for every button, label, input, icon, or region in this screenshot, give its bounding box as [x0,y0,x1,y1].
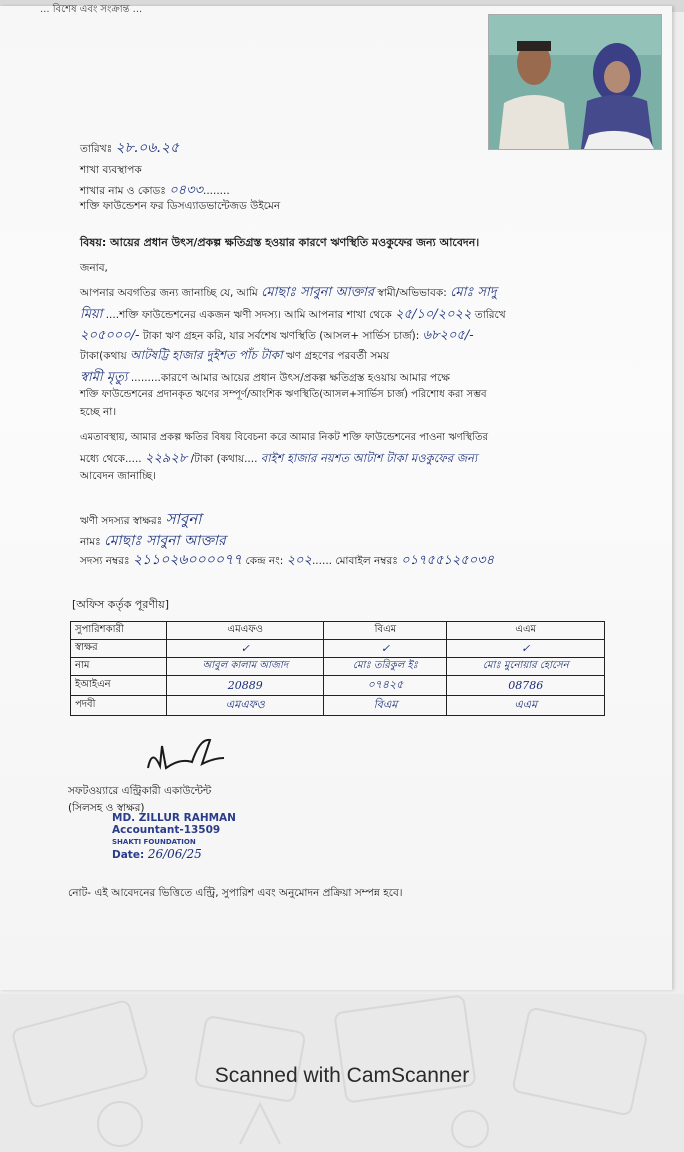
row-label: ইআইএন [71,676,167,696]
waive-words-hand: বাইশ হাজার নয়শত আটাশ টাকা মওকুফের জন্য [260,451,478,465]
office-table [70,621,605,716]
row-label: নাম [71,658,167,676]
body1-line-6: শক্তি ফাউন্ডেশনের প্রদানকৃত ঋণের সম্পূর্ণ/আংশিক ঋণস্থিতি(আসল+সার্ভিস চার্জ) পরিশোধ করা সম্ভব [80,389,487,400]
member-name-label: নামঃ [80,536,101,548]
body1-text-3: শক্তি ফাউন্ডেশনের একজন ঋণী সদস্য। আমি আপনার শাখা থেকে [119,309,392,321]
designation-cell: বিএম [324,696,447,716]
table-header-cell: এমএফও [167,622,324,640]
guardian-hand: মোঃ সাদু [450,285,497,300]
body1-line-4 [80,347,389,367]
member-signature-hand: সাবুনা [165,510,202,528]
ein-cell: 08786 [447,676,605,696]
subject-line: বিষয়: আয়ের প্রধান উৎস/প্রকল্প ক্ষতিগ্রস্ত হওয়ার কারণে ঋণস্থিতি মওকুফের জন্য আবেদন। [80,236,480,249]
applicant-name-hand: মোছাঃ সাবুনা আক্তার [261,285,375,300]
signature-cell: ✓ [324,640,447,658]
body1-text-5: টাকা ঋণ গ্রহন করি, যার সর্বশেষ ঋণস্থিতি (আসল+ সার্ভিস চার্জ): [142,330,420,342]
guardian2-hand: মিয়া [80,307,103,322]
branch-value: ০৪৩৩ [169,183,203,198]
camscanner-footer [0,994,684,1152]
body1-text-2: স্বামী/অভিভাবক: [377,287,447,299]
table-header-cell: এএম [447,622,605,640]
body1-text-8: কারণে আমার আয়ের প্রধান উৎস/প্রকল্প ক্ষতিগ্রস্ত হওয়ায় আমার পক্ষে [160,372,450,384]
body1-line-7: হচ্ছে না। [80,406,117,418]
designation-cell: এএম [447,696,605,716]
loan-amount-hand: ২০৫০০০/- [80,328,140,343]
designation-cell: এমএফও [167,696,324,716]
signature-cell: ✓ [167,640,324,658]
body2-line-1: এমতাবস্থায়, আমার প্রকল্প ক্ষতির বিষয় বিবেচনা করে আমার নিকট শক্তি ফাউন্ডেশনের পাওনা ঋণস্থিতির [80,432,489,443]
table-header-cell: সুপারিশকারী [71,622,167,640]
date-label: তারিখঃ [80,143,113,155]
body2-text-3: /টাকা (কথায় [190,453,245,465]
member-photo [488,14,662,150]
body1-line-3 [80,326,474,347]
member-sig-label: ঋণী সদস্যর স্বাক্ষরঃ [80,515,163,527]
accountant-label-1: সফটওয়্যারে এন্ট্রিকারী একাউন্টেন্ট [68,785,212,797]
ein-cell: ০৭৪২৫ [324,676,447,696]
date-line [80,136,179,160]
balance-hand: ৬৮২০৫/- [422,328,474,343]
accountant-stamp [112,812,236,861]
name-cell: আবুল কালাম আজাদ [167,658,324,676]
member-id-hand: ২১১০২৬০০০০৭৭ [132,552,243,568]
member-name-hand: মোছাঃ সাবুনা আক্তার [104,533,226,549]
body2-text-2: মধ্যে থেকে [80,453,125,465]
stamp-name: MD. ZILLUR RAHMAN [112,812,236,824]
body1-text-4: তারিখে [474,309,506,321]
waive-amount-hand: ২২৯২৮ [145,451,188,466]
name-cell: মোঃ তরিকুল ইঃ [324,658,447,676]
recipient-line-3: শক্তি ফাউন্ডেশন ফর ডিসএ্যাডভান্টেজড উইমেন [80,200,281,212]
branch-label: শাখার নাম ও কোডঃ [80,185,166,197]
center-hand: ২০২ [286,553,312,568]
table-row [71,676,605,696]
mobile-hand: ০১৭৫৫১২৫০৩৪ [401,553,495,568]
stamp-date-label: Date: [112,849,145,861]
body1-line-1 [80,283,497,304]
member-id-line: সদস্য নম্বরঃ ২১১০২৬০০০০৭৭ কেন্দ্র নং: ২০২...... মোবাইল নম্বরঃ ০১৭৫৫১২৫০৩৪ [80,552,495,568]
body2-line-3: আবেদন জানাচ্ছি। [80,470,156,482]
body1-text-6: টাকা(কথায় [80,350,127,362]
stamp-org: SHAKTI FOUNDATION [112,838,196,846]
office-table-header [71,622,605,640]
row-label: স্বাক্ষর [71,640,167,658]
camscanner-watermark: Scanned with CamScanner [214,1064,470,1087]
ein-cell: 20889 [167,676,324,696]
body1-text-7: ঋণ গ্রহণের পরবর্তী সময় [286,350,390,362]
salutation: জনাব, [80,262,108,274]
footer-note: নোট- এই আবেদনের ভিত্তিতে এন্ট্রি, সুপারিশ এবং অনুমোদন প্রক্রিয়া সম্পন্ন হবে। [68,887,403,899]
center-label: কেন্দ্র নং: [245,555,284,567]
row-label: পদবী [71,696,167,716]
member-id-label: সদস্য নম্বরঃ [80,555,130,567]
table-row [71,640,605,658]
top-cropped-text: ... বিশেষ এবং সংক্রান্ত ... [40,4,143,15]
accountant-label-2: (সিলসহ ও স্বাক্ষর) [68,802,145,814]
reason-hand: স্বামী মৃত্যু [80,370,128,385]
balance-words-hand: আটষট্টি হাজার দুইশত পাঁচ টাকা [129,348,283,362]
name-cell: মোঃ মুনোয়ার হোসেন [447,658,605,676]
body1-line-5: স্বামী মৃত্যু .........কারণে আমার আয়ের প্রধান উৎস/প্রকল্প ক্ষতিগ্রস্ত হওয়ায় আমার পক্ষে [80,370,450,385]
table-row [71,658,605,676]
scanned-document [0,6,672,990]
stamp-date-value: 26/06/25 [147,847,202,861]
date-value: ২৮.০৬.২৫ [115,140,180,156]
recipient-line-1: শাখা ব্যবস্থাপক [80,164,142,176]
accountant-signature [140,728,230,778]
office-section-title: [অফিস কর্তৃক পূরণীয়] [72,598,169,611]
recipient-branch-line: শাখার নাম ও কোডঃ ০৪৩৩........ [80,183,230,198]
body2-line-2: মধ্যে থেকে..... ২২৯২৮ /টাকা (কথায়.... বাইশ হাজার নয়শত আটাশ টাকা মওকুফের জন্য [80,451,478,466]
body1-line-2: মিয়া ....শক্তি ফাউন্ডেশনের একজন ঋণী সদস্য। আমি আপনার শাখা থেকে ২৫/১০/২০২২ তারিখে [80,307,506,322]
mobile-label: মোবাইল নম্বরঃ [335,555,398,567]
signature-cell: ✓ [447,640,605,658]
table-header-cell: বিএম [324,622,447,640]
stamp-title: Accountant-13509 [112,824,221,836]
table-row [71,696,605,716]
body1-text-1: আপনার অবগতির জন্য জানাচ্ছি যে, আমি [80,287,258,299]
loan-date-hand: ২৫/১০/২০২২ [395,307,472,322]
